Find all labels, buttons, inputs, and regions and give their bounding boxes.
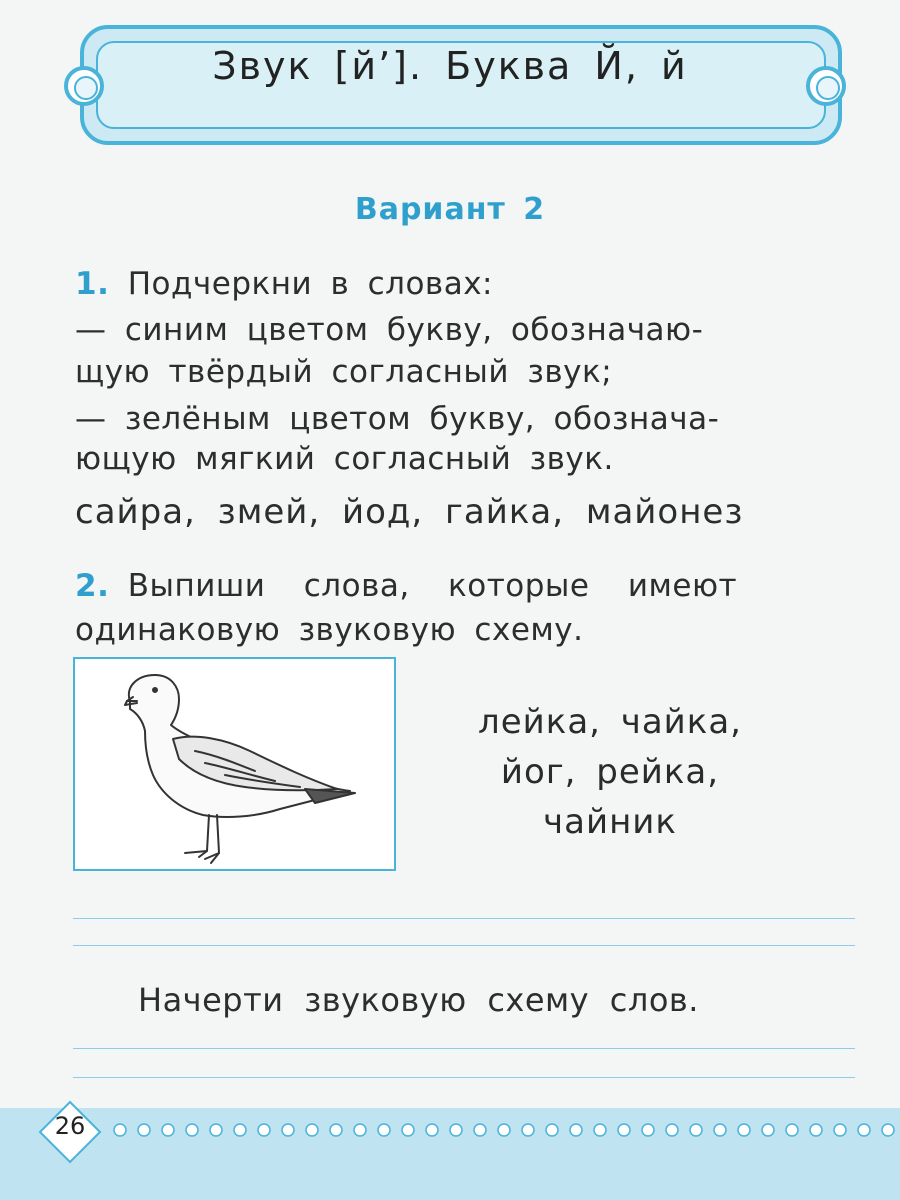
footer-dot [570,1124,582,1136]
task2-line1: Выпиши слова, которые имеют [127,568,738,604]
task1-word-list: сайра, змей, йод, гайка, майонез [75,492,744,532]
footer-dot [882,1124,894,1136]
footer-dot [306,1124,318,1136]
writing-line-4 [73,1077,855,1078]
task2-scheme-instruction: Начерти звуковую схему слов. [138,981,699,1019]
task1-line1: Подчеркни в словах: [127,266,493,302]
seagull-icon [75,659,394,869]
task2-words-line3: чайник [543,802,677,842]
footer-dot [594,1124,606,1136]
task2-instruction [75,564,737,608]
footer-dot [186,1124,198,1136]
footer-dot [162,1124,174,1136]
footer-dot [210,1124,222,1136]
footer-dot [330,1124,342,1136]
footer-dot [858,1124,870,1136]
task1-line4: — зелёным цветом букву, обознача- [75,401,720,437]
footer-dots-decoration [110,1120,900,1140]
task2-word-list [450,697,770,847]
footer-dot [234,1124,246,1136]
footer-dot [354,1124,366,1136]
page-title: Звук [й’]. Буква Й, й [212,44,688,88]
task2-words-line1: лейка, чайка, [478,702,742,742]
task2-number: 2. [75,568,110,604]
footer-dot [786,1124,798,1136]
footer-dot [666,1124,678,1136]
task1-line3: щую твёрдый согласный звук; [75,354,613,390]
footer-dot [690,1124,702,1136]
ring-right-decoration [806,66,846,106]
footer-dot [378,1124,390,1136]
writing-line-1 [73,918,855,919]
footer-dot [834,1124,846,1136]
footer-dot [498,1124,510,1136]
footer-dot [642,1124,654,1136]
task1-line5: ющую мягкий согласный звук. [75,441,614,477]
task1-number: 1. [75,266,110,302]
footer-dot [546,1124,558,1136]
task2-line2: одинаковую звуковую схему. [75,612,584,648]
footer-dot [522,1124,534,1136]
footer-dot [474,1124,486,1136]
footer-dot [714,1124,726,1136]
variant-heading: Вариант 2 [354,192,546,227]
footer-dot [402,1124,414,1136]
footer-dot [450,1124,462,1136]
footer-dot [810,1124,822,1136]
page-number: 26 [54,1112,86,1140]
footer-dot [618,1124,630,1136]
seagull-picture [73,657,396,871]
footer-dot [114,1124,126,1136]
footer-dot [138,1124,150,1136]
task1-line2: — синим цветом букву, обозначаю- [75,312,704,348]
footer-dot [762,1124,774,1136]
footer-dot [738,1124,750,1136]
ring-left-decoration [64,66,104,106]
task1-instruction [75,262,493,306]
writing-line-2 [73,945,855,946]
writing-line-3 [73,1048,855,1049]
footer-dot [282,1124,294,1136]
footer-dot [258,1124,270,1136]
footer-dot [426,1124,438,1136]
task2-words-line2: йог, рейка, [500,752,720,792]
